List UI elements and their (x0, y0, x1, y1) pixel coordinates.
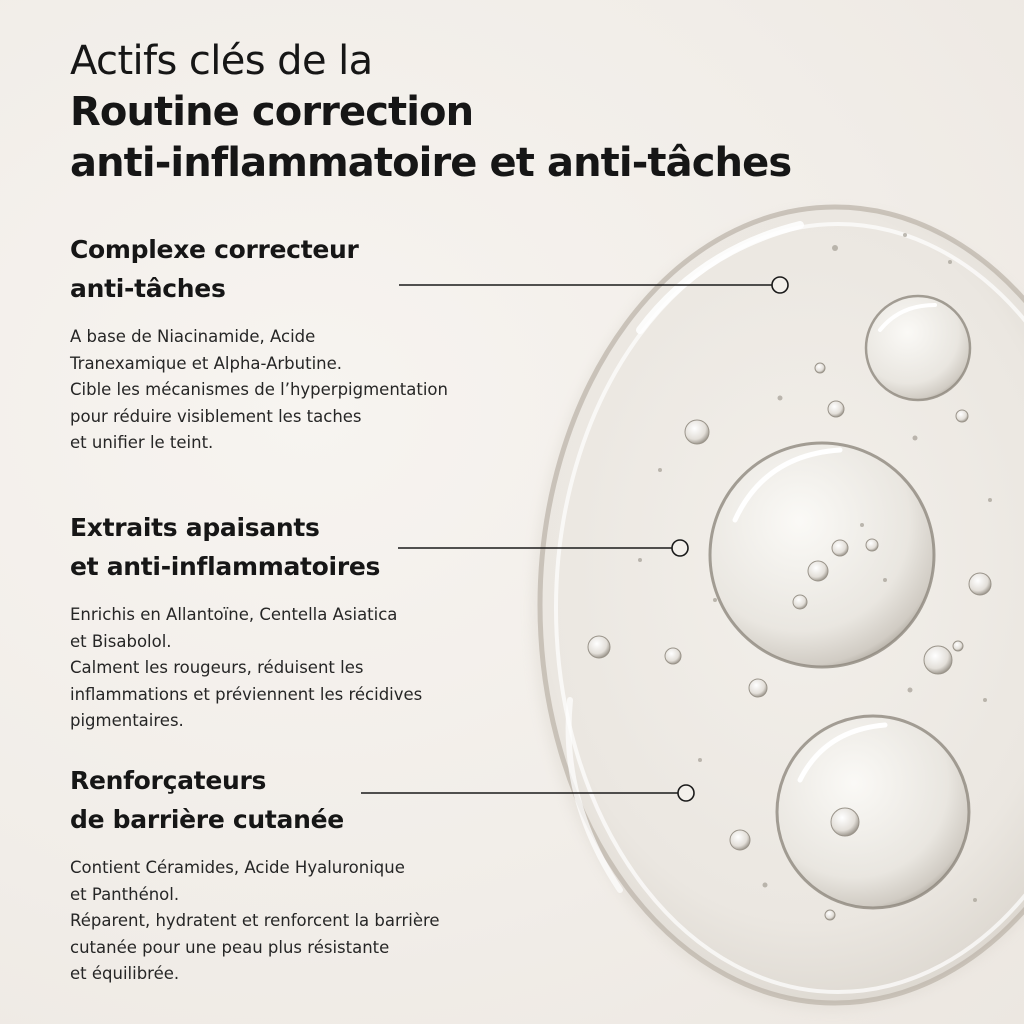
title-line-3: anti-inflammatoire et anti-tâches (70, 140, 792, 186)
gel-body (540, 207, 1024, 1003)
section-description (70, 324, 490, 457)
heading-line: Extraits apaisants (70, 513, 320, 542)
gel-rim (540, 207, 1024, 1003)
droplet-bottom (777, 716, 969, 908)
description-line: Contient Céramides, Acide Hyaluronique (70, 858, 405, 877)
description-line: Enrichis en Allantoïne, Centella Asiatica (70, 605, 398, 624)
description-line: et unifier le teint. (70, 433, 214, 452)
droplet-middle (710, 443, 934, 667)
droplet-top (866, 296, 970, 400)
title-line-2: Routine correction (70, 89, 474, 135)
description-line: et équilibrée. (70, 964, 180, 983)
gel-inner-rim (556, 224, 1024, 992)
title-line-1: Actifs clés de la (70, 38, 373, 84)
section-heading (70, 230, 490, 308)
description-line: Cible les mécanismes de l’hyperpigmentation (70, 380, 448, 399)
section-apaisants (70, 508, 490, 735)
heading-line: Renforçateurs (70, 766, 267, 795)
description-line: Tranexamique et Alpha-Arbutine. (70, 353, 343, 373)
description-line: A base de Niacinamide, Acide (70, 327, 316, 346)
description-line: Calment les rougeurs, réduisent les (70, 658, 364, 677)
gel-shadow (532, 210, 1024, 1010)
section-description (70, 602, 490, 735)
section-correcteur (70, 230, 490, 457)
description-line: pigmentaires. (70, 711, 184, 730)
description-line: pour réduire visiblement les taches (70, 406, 362, 426)
description-line: et Panthénol. (70, 884, 180, 904)
description-line: Réparent, hydratent et renforcent la barrière (70, 911, 440, 930)
page-title (70, 36, 830, 189)
heading-line: de barrière cutanée (70, 805, 344, 834)
heading-line: Complexe correcteur (70, 235, 359, 264)
description-line: cutanée pour une peau plus résistante (70, 937, 390, 957)
section-description (70, 855, 490, 988)
heading-line: et anti-inflammatoires (70, 552, 381, 581)
description-line: et Bisabolol. (70, 631, 172, 651)
gel-highlight-2 (569, 700, 620, 890)
section-barriere (70, 761, 490, 988)
bubbles (588, 363, 991, 920)
section-heading (70, 508, 490, 586)
micro-bubbles (638, 233, 992, 902)
heading-line: anti-tâches (70, 274, 226, 303)
description-line: inflammations et préviennent les récidives (70, 684, 423, 704)
gel-highlight (640, 225, 800, 330)
section-heading (70, 761, 490, 839)
